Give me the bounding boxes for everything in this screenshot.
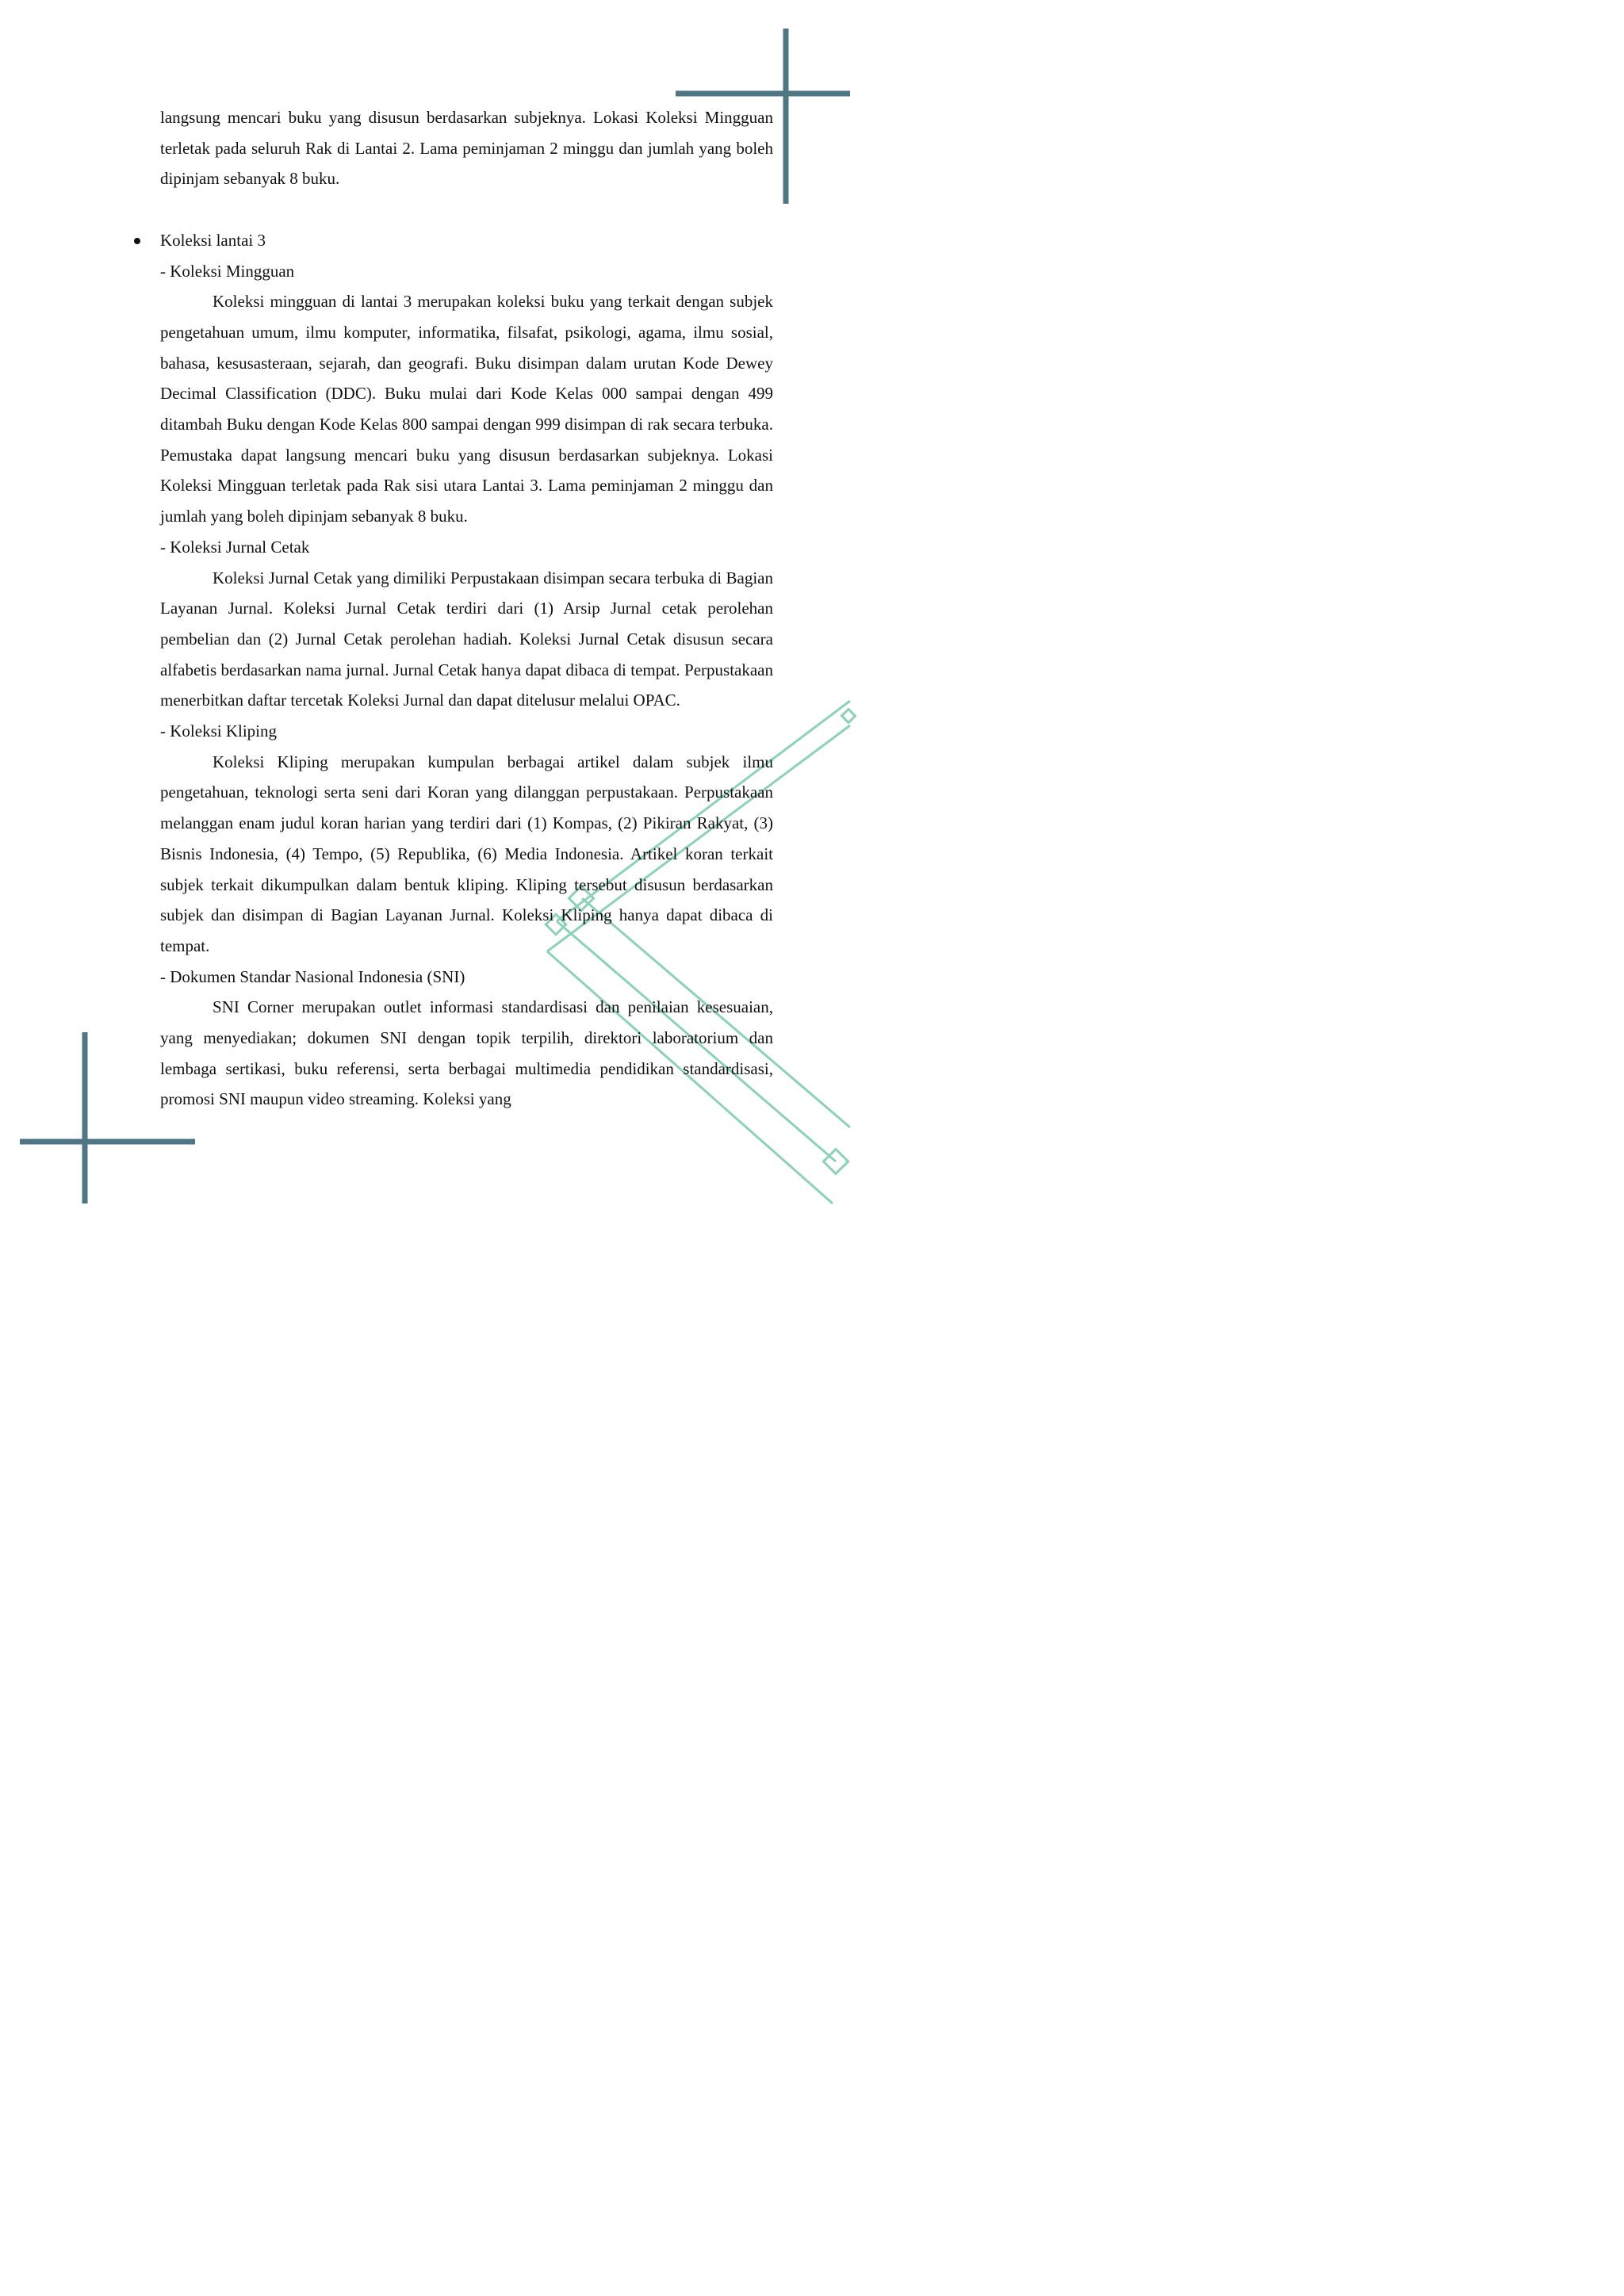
document-body [160, 102, 773, 1115]
bullet-icon [134, 238, 140, 244]
section-body: Koleksi Jurnal Cetak yang dimiliki Perpustakaan disimpan secara terbuka di Bagian Layanan Jurnal. Koleksi Jurnal Cetak terdiri dari (1) Arsip Jurnal cetak perolehan pembelian dan (2) Jurnal Cetak perolehan hadiah. Koleksi Jurnal Cetak disusun secara alfabetis berdasarkan nama jurnal. Jurnal Cetak hanya dapat dibaca di tempat. Perpustakaan menerbitkan daftar tercetak Koleksi Jurnal dan dapat ditelusur melalui OPAC. [160, 568, 773, 710]
section-heading: - Koleksi Kliping [160, 721, 277, 741]
intro-paragraph: langsung mencari buku yang disusun berdasarkan subjeknya. Lokasi Koleksi Mingguan terletak pada seluruh Rak di Lantai 2. Lama peminjaman 2 minggu dan jumlah yang boleh dipinjam sebanyak 8 buku. [160, 108, 773, 189]
diamond-shape [842, 710, 856, 723]
diamond-shape [823, 1149, 848, 1173]
bullet-heading: Koleksi lantai 3 [160, 230, 266, 250]
section-body: Koleksi Kliping merupakan kumpulan berbagai artikel dalam subjek ilmu pengetahuan, teknologi serta seni dari Koran yang dilanggan perpustakaan. Perpustakaan melanggan enam judul koran harian yang terdiri dari (1) Kompas, (2) Pikiran Rakyat, (3) Bisnis Indonesia, (4) Tempo, (5) Republika, (6) Media Indonesia. Artikel koran terkait subjek terkait dikumpulkan dalam bentuk kliping. Kliping tersebut disusun berdasarkan subjek dan disimpan di Bagian Layanan Jurnal. Koleksi Kliping hanya dapat dibaca di tempat. [160, 752, 773, 955]
bullet-item [160, 225, 773, 256]
section-heading: - Dokumen Standar Nasional Indonesia (SNI) [160, 966, 465, 986]
section-body: SNI Corner merupakan outlet informasi standardisasi dan penilaian kesesuaian, yang menyediakan; dokumen SNI dengan topik terpilih, direktori laboratorium dan lembaga sertikasi, buku referensi, serta berbagai multimedia pendidikan standardisasi, promosi SNI maupun video streaming. Koleksi yang [160, 997, 773, 1109]
section-heading: - Koleksi Jurnal Cetak [160, 537, 310, 557]
section-body: Koleksi mingguan di lantai 3 merupakan koleksi buku yang terkait dengan subjek pengetahuan umum, ilmu komputer, informatika, filsafat, psikologi, agama, ilmu sosial, bahasa, kesusasteraan, sejarah, dan geografi. Buku disimpan dalam urutan Kode Dewey Decimal Classification (DDC). Buku mulai dari Kode Kelas 000 sampai dengan 499 ditambah Buku dengan Kode Kelas 800 sampai dengan 999 disimpan di rak secara terbuka. Pemustaka dapat langsung mencari buku yang disusun berdasarkan subjeknya. Lokasi Koleksi Mingguan terletak pada Rak sisi utara Lantai 3. Lama peminjaman 2 minggu dan jumlah yang boleh dipinjam sebanyak 8 buku. [160, 292, 773, 526]
paragraph-gap [160, 194, 773, 225]
document-page [0, 0, 879, 1242]
section-heading: - Koleksi Mingguan [160, 261, 295, 281]
